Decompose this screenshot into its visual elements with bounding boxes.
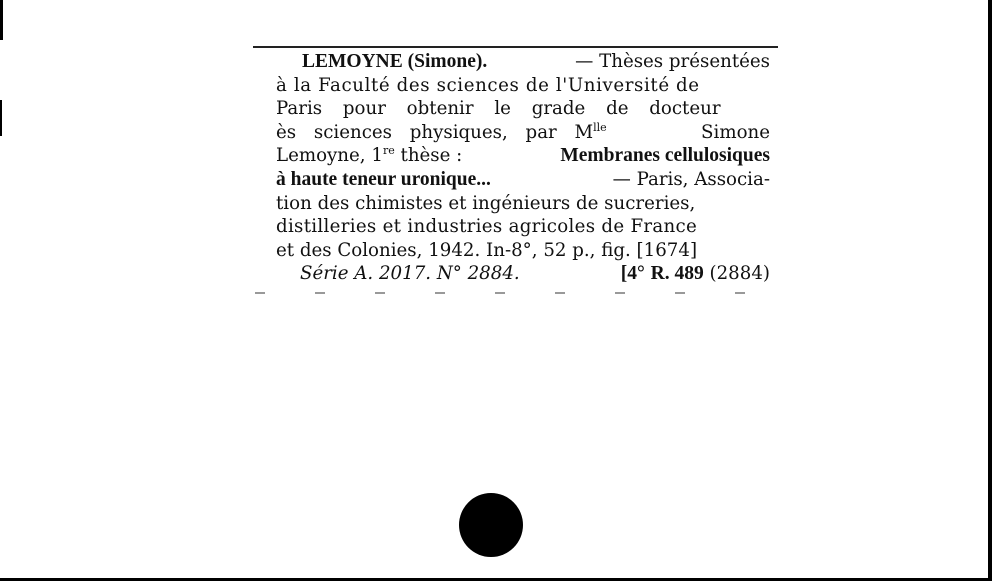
shelfmark-format: [4° (620, 263, 645, 285)
thesis-title-part-1: Membranes cellulosiques (560, 145, 770, 167)
punch-hole (459, 493, 523, 557)
card-bottom-marks (255, 292, 775, 294)
card-line-4-b: Simone (701, 121, 770, 143)
card-line-5-b: thèse : (400, 145, 463, 167)
card-line-2 (276, 74, 770, 98)
shelfmark-code: R. 489 (650, 263, 704, 285)
card-line-8 (276, 215, 770, 239)
card-line-4 (276, 121, 770, 145)
card-top-border (253, 46, 778, 48)
card-line-7 (276, 192, 770, 216)
card-line-5-sup: re (382, 144, 395, 158)
card-line-6 (276, 168, 770, 192)
card-line-10 (276, 262, 770, 286)
card-line-2-text: à la Faculté des sciences de l'Université de (276, 74, 700, 96)
scan-edge-left (0, 0, 3, 40)
catalog-card (276, 50, 770, 286)
scan-edge-left-lower (0, 100, 2, 136)
card-line-5-a: Lemoyne, 1 (276, 145, 383, 167)
card-line-1-rest: — Thèses présentées (575, 51, 770, 72)
card-line-4-a: ès sciences physiques, par M (276, 121, 594, 143)
serie-number: Série A. 2017. N° 2884. (300, 263, 520, 285)
card-line-4-sup: lle (593, 120, 607, 134)
author-name: LEMOYNE (Simone). (302, 51, 488, 72)
card-line-5 (276, 144, 770, 168)
card-line-9-text: et des Colonies, 1942. In-8°, 52 p., fig. [1674] (276, 239, 698, 261)
card-line-3-text: Paris pour obtenir le grade de docteur (276, 98, 721, 120)
card-line-7-text: tion des chimistes et ingénieurs de sucreries, (276, 192, 696, 214)
scan-edge-right (988, 0, 992, 581)
card-line-8-text: distilleries et industries agricoles de France (276, 216, 698, 238)
card-line-6-rest: — Paris, Associa- (612, 168, 770, 190)
shelfmark-number: (2884) (709, 263, 770, 285)
card-line-1 (276, 50, 770, 74)
card-line-5-text (276, 144, 462, 168)
card-line-9 (276, 239, 770, 263)
card-line-3 (276, 97, 770, 121)
shelfmark (621, 262, 770, 286)
card-line-4-text (276, 121, 607, 145)
thesis-title-part-2: à haute teneur uronique... (276, 168, 491, 190)
